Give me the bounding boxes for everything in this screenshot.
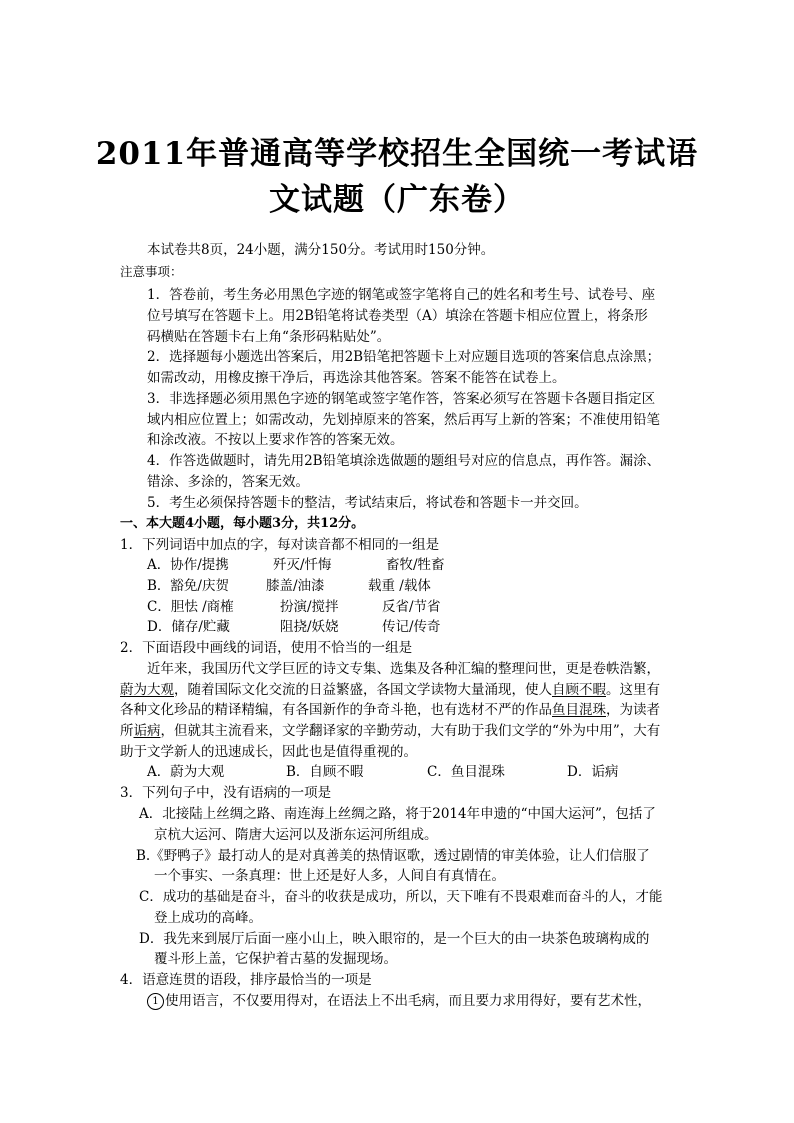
q1-option-a-3: 畜牧/牲畜 — [386, 557, 445, 573]
question-1-stem: 1．下列词语中加点的字，每对读音都不相同的一组是 — [120, 537, 440, 553]
passage-text: ，随着国际文化交流的日益繁盛，各国文学读物大量涌现，使人 — [174, 682, 552, 698]
q1-option-d-2: 阻挠/妖娆 — [280, 619, 339, 635]
q2-option-d: D．诟病 — [567, 764, 619, 780]
q1-option-a-2: 歼灭/忏悔 — [273, 557, 332, 573]
notice-line: 和涂改液。不按以上要求作答的答案无效。 — [147, 432, 404, 448]
notice-line: 1．答卷前，考生务必用黑色字迹的钢笔或签字笔将自己的姓名和考生号、试卷号、座 — [147, 287, 656, 303]
notice-line: 2．选择题每小题选出答案后，用2B铅笔把答题卡上对应题目选项的答案信息点涂黑； — [147, 349, 661, 365]
q2-passage-line — [120, 700, 660, 720]
underlined-phrase: 鱼目混珠 — [552, 702, 606, 718]
q3-option-c-cont: 登上成功的高峰。 — [154, 910, 262, 926]
underlined-phrase: 蔚为大观 — [120, 682, 174, 698]
q4-sentence-1 — [147, 991, 651, 1011]
passage-text: ，为读者 — [606, 702, 660, 718]
q1-option-b-1: B．豁免/庆贺 — [147, 578, 229, 594]
notice-line: 5．考生必须保持答题卡的整洁，考试结束后，将试卷和答题卡一并交回。 — [147, 495, 588, 511]
q3-option-a-cont: 京杭大运河、隋唐大运河以及浙东运河所组成。 — [154, 827, 438, 843]
section-heading: 一、本大题4小题，每小题3分，共12分。 — [120, 516, 365, 531]
notice-heading: 注意事项： — [120, 264, 183, 279]
q2-passage-line — [120, 680, 660, 700]
q2-option-a: A．蔚为大观 — [147, 764, 225, 780]
page-title-line2: 文试题（广东卷） — [269, 182, 525, 218]
q3-option-d: D．我先来到展厅后面一座小山上，映入眼帘的，是一个巨大的由一块茶色玻璃构成的 — [139, 931, 650, 947]
question-2-stem: 2．下面语段中画线的词语，使用不恰当的一组是 — [120, 640, 413, 656]
q2-passage-line: 近年来，我国历代文学巨匠的诗文专集、选集及各种汇编的整理问世，更是卷帙浩繁， — [147, 661, 660, 677]
q1-option-d-1: D．储存/贮藏 — [147, 619, 230, 635]
notice-line: 域内相应位置上；如需改动，先划掉原来的答案，然后再写上新的答案；不准使用铅笔 — [147, 412, 660, 428]
passage-text: 各种文化珍品的精译精编，有各国新作的争奇斗艳，也有选材不严的作品 — [120, 702, 552, 718]
page-title-line1: 2011年普通高等学校招生全国统一考试语 — [95, 136, 699, 172]
q3-option-a: A．北接陆上丝绸之路、南连海上丝绸之路，将于2014年申遗的“中国大运河”，包括了 — [139, 806, 656, 822]
passage-text: 所 — [120, 723, 134, 739]
q3-option-c: C．成功的基础是奋斗，奋斗的收获是成功，所以，天下唯有不畏艰难而奋斗的人，才能 — [139, 889, 663, 905]
passage-text: ，但就其主流看来，文学翻译家的辛勤劳动，大有助于我们文学的“外为中用”，大有 — [160, 723, 661, 739]
notice-line: 码横贴在答题卡右上角“条形码粘贴处”。 — [147, 329, 391, 345]
q2-passage-line: 助于文学新人的迅速成长，因此也是值得重视的。 — [120, 744, 417, 760]
notice-line: 位号填写在答题卡上。用2B铅笔将试卷类型（A）填涂在答题卡相应位置上，将条形 — [147, 308, 648, 324]
passage-text: 。这里有 — [606, 682, 660, 698]
q3-option-b: B.《野鸭子》最打动人的是对真善美的热情讴歌，透过剧情的审美体验，让人们信服了 — [136, 848, 650, 864]
notice-line: 错涂、多涂的，答案无效。 — [147, 474, 309, 490]
underlined-phrase: 自顾不暇 — [552, 682, 606, 698]
q1-option-b-2: 膝盖/油漆 — [266, 578, 325, 594]
q1-option-a-1: A．协作/提携 — [147, 557, 229, 573]
notice-line: 4．作答选做题时，请先用2B铅笔填涂选做题的题组号对应的信息点，再作答。漏涂、 — [147, 453, 661, 469]
question-4-stem: 4．语意连贯的语段，排序最恰当的一项是 — [120, 972, 372, 988]
circled-number: 1 — [147, 993, 164, 1010]
q1-option-c-3: 反省/节省 — [382, 599, 441, 615]
q2-passage-line — [120, 721, 660, 741]
q1-option-b-3: 载重 /载体 — [368, 578, 431, 594]
q1-option-d-3: 传记/传奇 — [382, 619, 441, 635]
underlined-phrase: 诟病 — [133, 723, 161, 739]
intro-text: 本试卷共8页，24小题，满分150分。考试用时150分钟。 — [147, 242, 495, 258]
question-3-stem: 3．下列句子中，没有语病的一项是 — [120, 785, 332, 801]
q2-option-b: B．自顾不暇 — [286, 764, 364, 780]
q1-option-c-1: C．胆怯 /商榷 — [147, 599, 234, 615]
q2-option-c: C．鱼目混珠 — [427, 764, 505, 780]
q3-option-b-cont: 一个事实、一条真理：世上还是好人多，人间自有真情在。 — [154, 868, 505, 884]
notice-line: 3．非选择题必须用黑色字迹的钢笔或签字笔作答，答案必须写在答题卡各题目指定区 — [147, 391, 656, 407]
q3-option-d-cont: 覆斗形上盖，它保护着古墓的发掘现场。 — [154, 951, 397, 967]
q1-option-c-2: 扮演/搅拌 — [280, 599, 339, 615]
sentence-text: 使用语言，不仅要用得对，在语法上不出毛病，而且要力求用得好，要有艺术性， — [165, 993, 651, 1009]
notice-line: 如需改动，用橡皮擦干净后，再选涂其他答案。答案不能答在试卷上。 — [147, 370, 566, 386]
